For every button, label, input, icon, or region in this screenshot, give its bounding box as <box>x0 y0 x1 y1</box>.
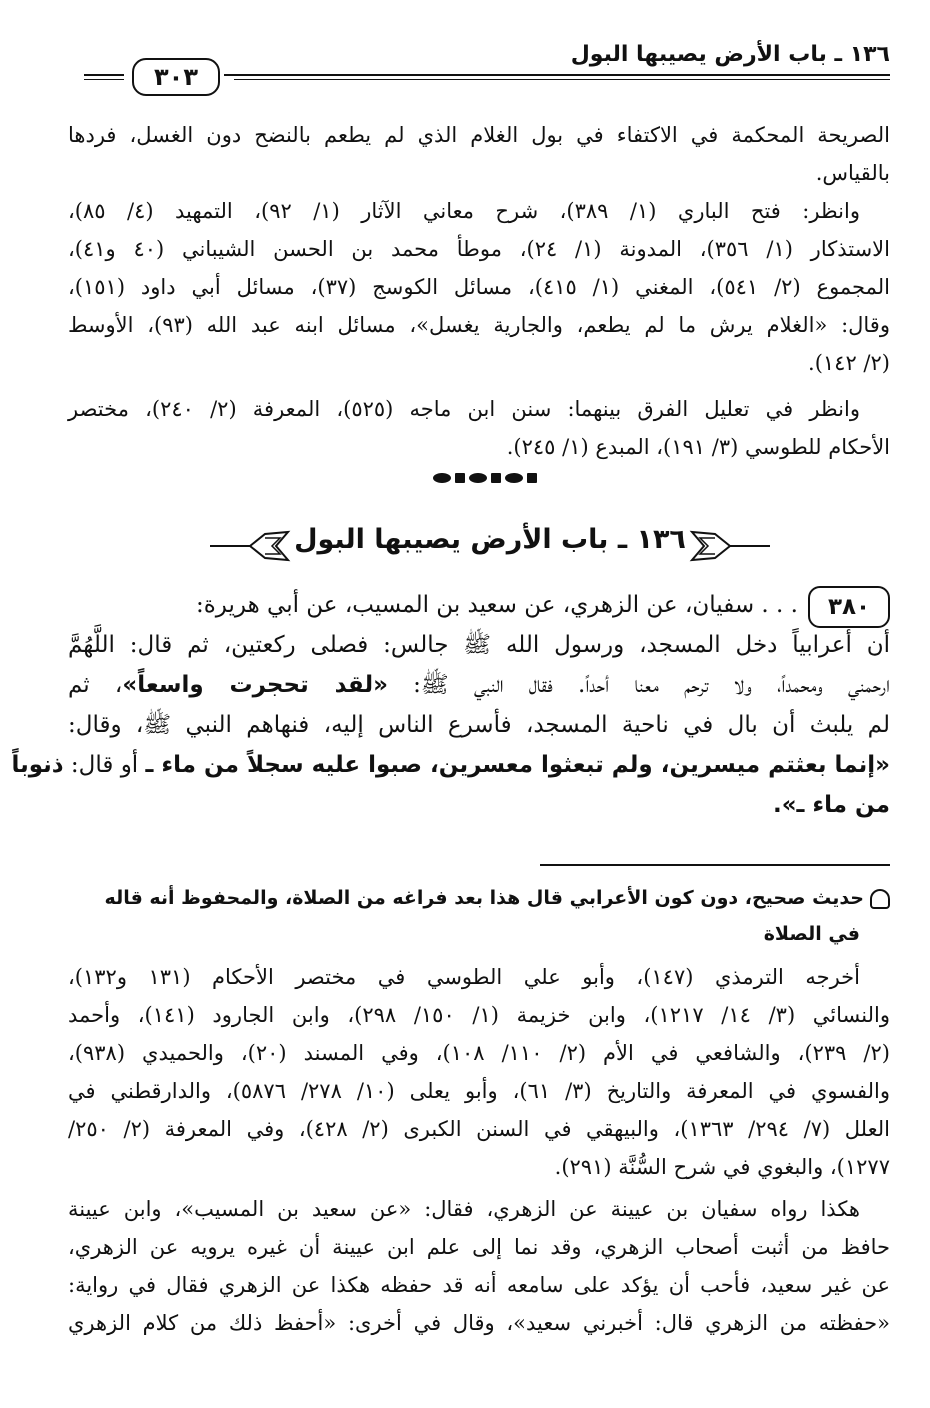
verdict-line: في الصلاة <box>763 923 860 945</box>
note-line: (٢/ ١٤٢). <box>808 351 890 375</box>
takhrij-line: هكذا رواه سفيان بن عيينة عن الزهري، فقال: «عن سعيد بن المسيب»، وابن عيينة <box>68 1197 860 1221</box>
hadith-text <box>11 585 890 825</box>
note-line: المجموع (٢/ ٥٤١)، المغني (١/ ٤١٥)، مسائل الكوسج (٣٧)، مسائل أبي داود (١٥١)، <box>68 275 890 299</box>
takhrij-line: (٢/ ٢٣٩)، والشافعي في الأم (٢/ ١١٠/ ١٠٨)، وفي المسند (٢٠)، والحميدي (٩٣٨)، <box>68 1041 890 1065</box>
note-line: الاستذكار (١/ ٣٥٦)، المدونة (١/ ٢٤)، موطأ محمد بن الحسن الشيباني (٤٠ و٤١)، <box>68 237 890 261</box>
page-number-frame <box>124 56 224 96</box>
takhrij-line: العلل (٧/ ٢٩٤/ ١٣٦٣)، والبيهقي في السنن الكبرى (٢/ ٤٢٨)، وفي المعرفة (٢/ ٢٥٠/ <box>68 1117 890 1141</box>
hadith-text-segment: ارحمني ومحمداً، ولا ترحم معنا أحداً. فقال النبي ﷺ: <box>387 672 890 698</box>
takhrij-line: عن غير سعيد، فأحب أن يؤكد على سامعه أنه قد حفظه هكذا عن الزهري فقال في رواية: <box>68 1273 890 1297</box>
note-line: الأحكام للطوسي (٣/ ١٩١)، المبدع (١/ ٢٤٥). <box>506 435 890 459</box>
takhrij-line: والفسوي في المعرفة والتاريخ (٣/ ٦١)، وأبو يعلى (١٠/ ٢٧٨/ ٥٨٧٦)، والدارقطني في <box>68 1079 890 1103</box>
ornament-square-icon <box>491 473 501 483</box>
takhrij-line: أخرجه الترمذي (١٤٧)، وأبو علي الطوسي في مختصر الأحكام (١٣١ و١٣٢)، <box>68 965 860 989</box>
chapter-heading <box>210 520 770 574</box>
hadith-line: أن أعرابياً دخل المسجد، ورسول الله ﷺ جالس: فصلى ركعتين، ثم قال: اللَّهُمَّ <box>68 632 890 658</box>
section-ornament <box>415 471 555 485</box>
page-number: ٣٠٣ <box>132 58 220 96</box>
hadith-line <box>68 665 890 705</box>
grading-marker-icon <box>870 889 890 909</box>
hadith-quote-bold: ذنوباً <box>11 752 64 778</box>
ornament-leaf-icon <box>433 473 451 483</box>
header-rule-thin <box>234 79 890 80</box>
verdict-line <box>64 880 890 916</box>
header-rule-left-thin <box>84 79 124 80</box>
takhrij-line: والنسائي (٣/ ١٤/ ١٢١٧)، وابن خزيمة (١/ ١٥٠/ ٢٩٨)، وابن الجارود (١٤١)، وأحمد <box>68 1003 890 1027</box>
note-line: وانظر: فتح الباري (١/ ٣٨٩)، شرح معاني الآثار (١/ ٩٢)، التمهيد (٤/ ٨٥)، <box>68 199 860 223</box>
hadith-line: لم يلبث أن بال في ناحية المسجد، فأسرع الناس إليه، فنهاهم النبي ﷺ، وقال: <box>68 712 890 738</box>
ornament-square-icon <box>455 473 465 483</box>
hadith-line: من ماء ـ». <box>772 792 890 818</box>
grading-verdict <box>64 880 890 952</box>
takhrij-line: «حفظته من الزهري قال: أخبرني سعيد»، وقال في أخرى: «أحفظ ذلك من كلام الزهري <box>68 1311 890 1335</box>
hadith-quote-bold: «إنما بعثتم ميسرين، ولم تبعثوا معسرين، صبوا عليه سجلاً من ماء ـ <box>145 752 890 778</box>
notes-continuation <box>68 116 890 466</box>
header-rule-left <box>84 74 124 76</box>
takhrij-line: حافظ من أثبت أصحاب الزهري، وقد نما إلى علم ابن عيينة أن غيره يرويه عن الزهري، <box>68 1235 890 1259</box>
hadith-line: . . . سفيان، عن الزهري، عن سعيد بن المسيب، عن أبي هريرة: <box>196 592 798 618</box>
hadith-text-segment: أو قال: <box>63 752 146 778</box>
ornament-square-icon <box>527 473 537 483</box>
page-header <box>84 36 890 96</box>
footnote-separator <box>540 864 890 866</box>
takhrij-notes <box>68 958 890 1342</box>
note-line: وانظر في تعليل الفرق بينهما: سنن ابن ماجه (٥٢٥)، المعرفة (٢/ ٢٤٠)، مختصر <box>68 397 860 421</box>
hadith-text-segment: ، ثم <box>68 672 123 698</box>
hadith-quote-bold: «لقد تحجرت واسعاً» <box>122 672 388 698</box>
running-head: ١٣٦ ـ باب الأرض يصيبها البول <box>570 42 890 67</box>
heading-flourish-right-icon <box>690 526 770 566</box>
ornament-leaf-icon <box>505 473 523 483</box>
note-line: الصريحة المحكمة في الاكتفاء في بول الغلام الذي لم يطعم بالنضح دون الغسل، فردها <box>68 123 890 147</box>
takhrij-line: ١٢٧٧)، والبغوي في شرح السُّنَّة (٢٩١). <box>554 1155 890 1179</box>
chapter-title: ١٣٦ ـ باب الأرض يصيبها البول <box>294 524 686 555</box>
heading-flourish-left-icon <box>210 526 290 566</box>
note-line: بالقياس. <box>815 161 890 185</box>
hadith-line <box>11 745 890 785</box>
hadith-number-badge: ٣٨٠ <box>808 586 890 628</box>
note-line: وقال: «الغلام يرش ما لم يطعم، والجارية يغسل»، مسائل ابنه عبد الله (٩٣)، الأوسط <box>68 313 890 337</box>
ornament-leaf-icon <box>469 473 487 483</box>
verdict-text: حديث صحيح، دون كون الأعرابي قال هذا بعد فراغه من الصلاة، والمحفوظ أنه قاله <box>104 887 864 909</box>
